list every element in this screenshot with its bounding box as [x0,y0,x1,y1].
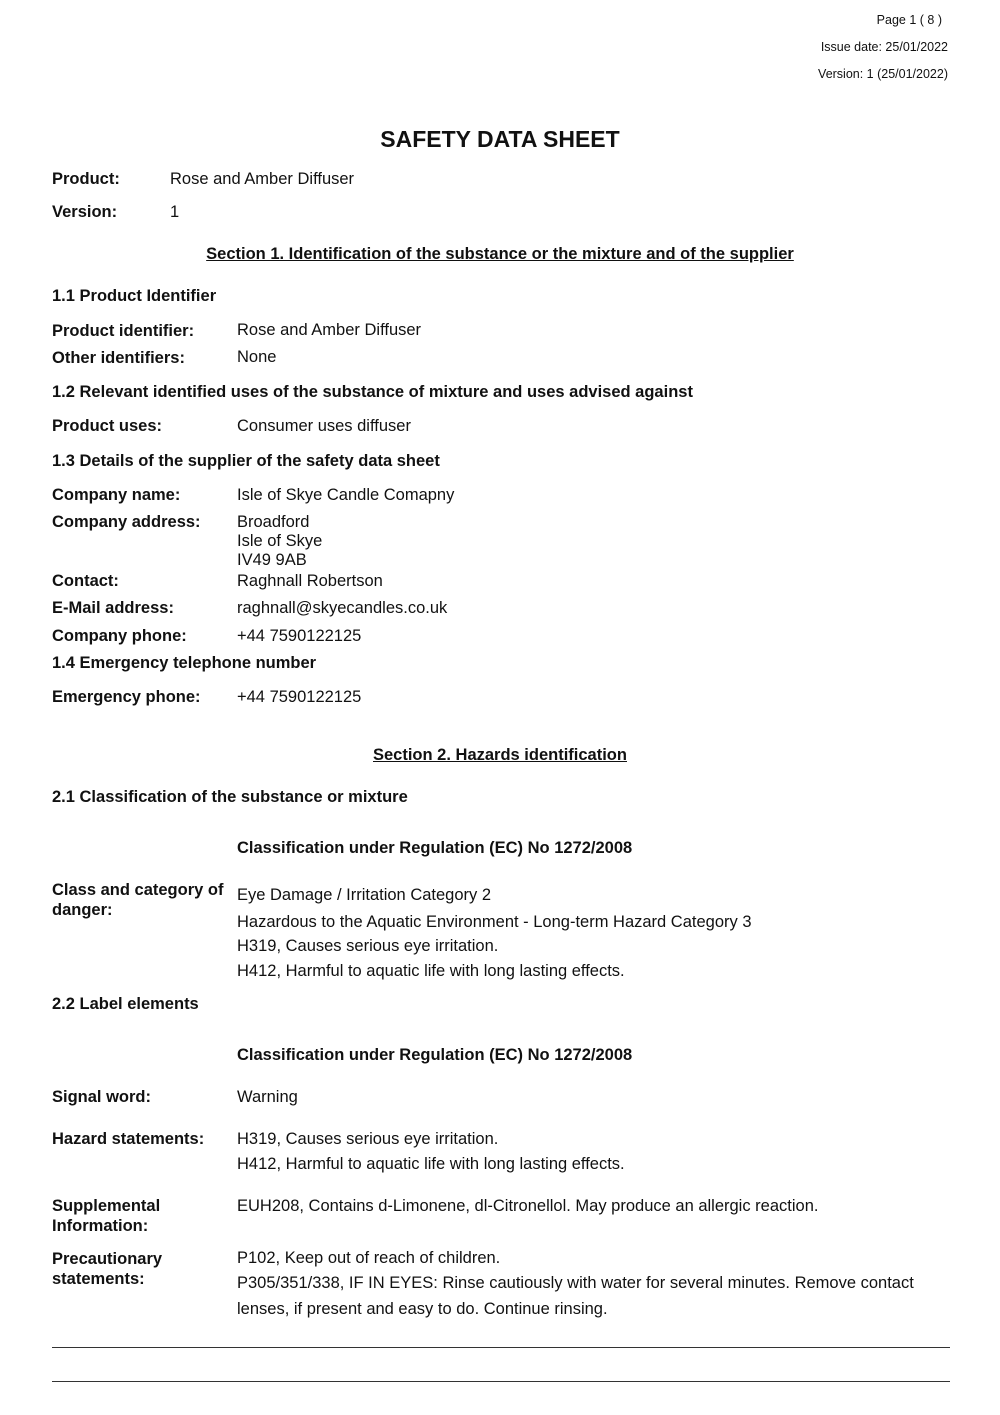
contact-value: Raghnall Robertson [237,572,383,590]
class-value-3: H319, Causes serious eye irritation. [237,937,499,955]
supplemental-value: EUH208, Contains d-Limonene, dl-Citronellol. May produce an allergic reaction. [237,1197,819,1215]
subsection-1-2-heading: 1.2 Relevant identified uses of the substance of mixture and uses advised against [52,383,693,401]
address-line-1: Broadford [237,513,310,531]
company-phone-label: Company phone: [52,627,187,645]
product-value: Rose and Amber Diffuser [170,170,355,188]
class-value-2: Hazardous to the Aquatic Environment - Long-term Hazard Category 3 [237,913,752,931]
email-value: raghnall@skyecandles.co.uk [237,599,448,617]
subsection-2-2-heading: 2.2 Label elements [52,995,199,1013]
precautionary-label: Precautionary statements: [52,1250,163,1288]
regulation-heading-2-2: Classification under Regulation (EC) No 1272/2008 [237,1046,633,1064]
page-number: Page 1 ( 8 ) [876,13,942,27]
company-name-value: Isle of Skye Candle Comapny [237,486,455,504]
product-identifier-value: Rose and Amber Diffuser [237,321,422,339]
footer-divider-top [52,1347,950,1348]
subsection-1-3-heading: 1.3 Details of the supplier of the safety data sheet [52,452,440,470]
emergency-phone-value: +44 7590122125 [237,688,362,706]
company-phone-value: +44 7590122125 [237,627,362,645]
footer-divider-bottom [52,1381,950,1382]
signal-word-value: Warning [237,1088,298,1106]
product-identifier-label: Product identifier: [52,322,195,340]
version-value: 1 [170,203,180,221]
product-uses-value: Consumer uses diffuser [237,417,411,435]
email-label: E-Mail address: [52,599,174,617]
document-title: SAFETY DATA SHEET [380,126,620,152]
hazard-statements-label: Hazard statements: [52,1130,205,1148]
class-value-1: Eye Damage / Irritation Category 2 [237,886,492,904]
subsection-1-4-heading: 1.4 Emergency telephone number [52,654,317,672]
company-name-label: Company name: [52,486,181,504]
version-label: Version: [52,203,118,221]
subsection-2-1-heading: 2.1 Classification of the substance or mixture [52,788,408,806]
supplemental-label: Supplemental Information: [52,1197,161,1235]
precautionary-statement-2: P305/351/338, IF IN EYES: Rinse cautiously with water for several minutes. Remove contact lenses, if present and easy to do. Continue rinsing. [237,1274,914,1318]
subsection-1-1-heading: 1.1 Product Identifier [52,287,217,305]
emergency-phone-label: Emergency phone: [52,688,201,706]
product-uses-label: Product uses: [52,417,163,435]
company-address-label: Company address: [52,513,201,531]
version-header: Version: 1 (25/01/2022) [818,67,948,81]
other-identifiers-label: Other identifiers: [52,349,185,367]
regulation-heading-2-1: Classification under Regulation (EC) No 1272/2008 [237,839,633,857]
class-value-4: H412, Harmful to aquatic life with long lasting effects. [237,962,625,980]
other-identifiers-value: None [237,348,277,366]
signal-word-label: Signal word: [52,1088,151,1106]
section-2-heading: Section 2. Hazards identification [373,746,627,764]
section-1-heading: Section 1. Identification of the substance or the mixture and of the supplier [206,245,794,263]
address-line-3: IV49 9AB [237,551,307,569]
hazard-statement-2: H412, Harmful to aquatic life with long lasting effects. [237,1155,625,1173]
issue-date: Issue date: 25/01/2022 [820,40,948,54]
address-line-2: Isle of Skye [237,532,323,550]
contact-label: Contact: [52,572,119,590]
hazard-statement-1: H319, Causes serious eye irritation. [237,1130,499,1148]
product-label: Product: [52,170,120,188]
class-category-label: Class and category of danger: [52,881,224,919]
precautionary-statement-1: P102, Keep out of reach of children. [237,1249,501,1267]
